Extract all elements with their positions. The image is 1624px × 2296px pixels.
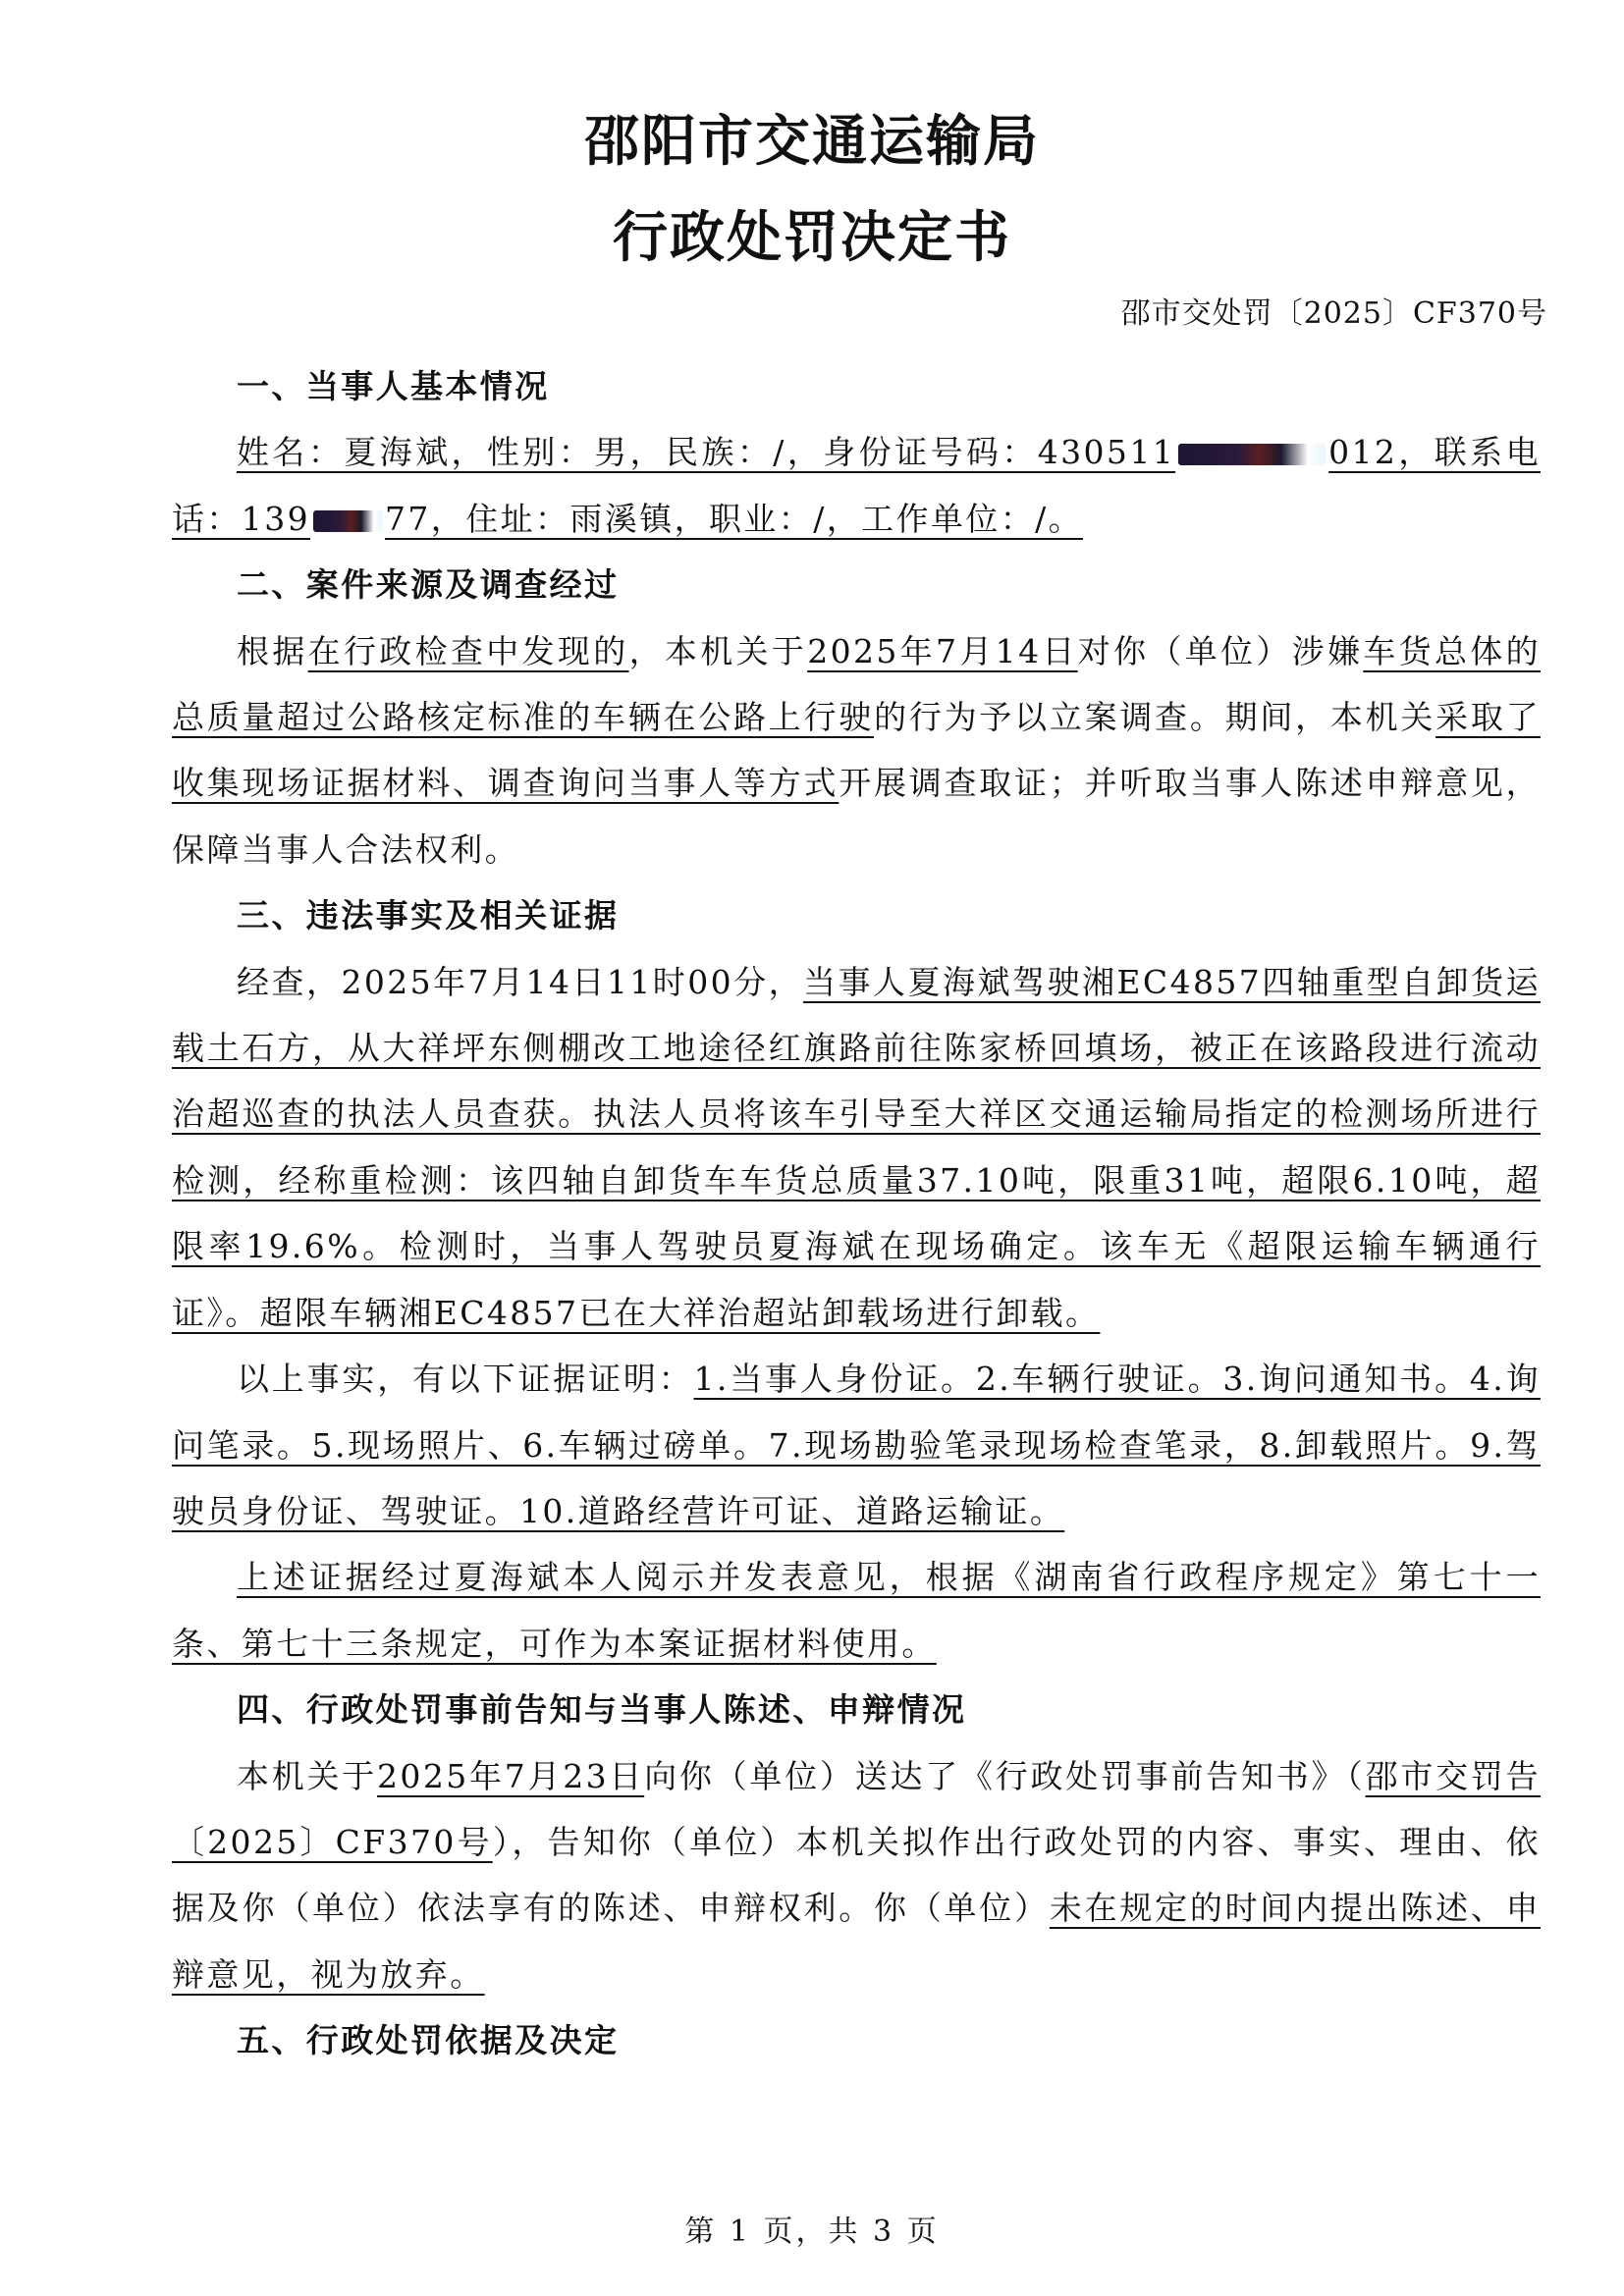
document-number: 邵市交处罚〔2025〕CF370号 bbox=[1120, 296, 1547, 331]
notice-text-2: 向你（单位）送达了《行政处罚事前告知书》（ bbox=[644, 1756, 1366, 1795]
facts-description: 当事人夏海斌驾驶湘EC4857四轴重型自卸货运载土石方，从大祥坪东侧棚改工地途径红旗路前往陈家桥回填场，被正在该路段进行流动治超巡查的执法人员查获。执法人员将该车引导至大祥区交通运输局指定的检测场所进行检测，经称重检测：该四轴自卸货车车货总质量37.10吨，限重31吨，超限6.10吨，超限率19.6%。检测时，当事人驾驶员夏海斌在现场确定。该车无《超限运输车辆通行证》。超限车辆湘EC4857已在大祥治超站卸载场进行卸载。 bbox=[172, 962, 1541, 1332]
document-title-issuer: 邵阳市交通运输局 bbox=[584, 109, 1040, 174]
evidence-list: 1.当事人身份证。2.车辆行驶证。3.询问通知书。4.询问笔录。5.现场照片、6.车辆过磅单。7.现场勘验笔录现场检查笔录，8.卸载照片。9.驾驶员身份证、驾驶证。10.道路经营许可证、道路运输证。 bbox=[172, 1360, 1541, 1530]
page-number: 第 1 页，共 3 页 bbox=[684, 2215, 940, 2249]
evidence-intro: 以上事实，有以下证据证明： bbox=[237, 1360, 694, 1399]
case-filing-date: 2025年7月14日 bbox=[807, 631, 1078, 670]
id-number-redaction bbox=[1178, 444, 1326, 465]
section-heading-facts-evidence: 三、违法事实及相关证据 bbox=[237, 896, 620, 935]
facts-time: 经查，2025年7月14日11时00分， bbox=[237, 962, 804, 1001]
document-body bbox=[172, 353, 1541, 2074]
notice-doc-number: 邵市交罚告〔2025〕CF370号 bbox=[172, 1756, 1541, 1861]
evidence-validation-text: 上述证据经过夏海斌本人阅示并发表意见，根据《湖南省行政程序规定》第七十一条、第七十三条规定，可作为本案证据材料使用。 bbox=[172, 1558, 1541, 1663]
party-name-id-prefix: 姓名：夏海斌，性别：男，民族：/，身份证号码：430511 bbox=[237, 433, 1176, 472]
case-source-text-2: ，本机关于 bbox=[628, 631, 808, 670]
notice-text-1: 本机关于 bbox=[237, 1756, 378, 1795]
phone-suffix-address: 77，住址：雨溪镇，职业：/，工作单位：/。 bbox=[385, 499, 1084, 538]
case-source-text-5: 开展调查取证；并听取当事人陈述申辩意见，保障当事人合法权利。 bbox=[172, 764, 1541, 869]
section-heading-prior-notice: 四、行政处罚事前告知与当事人陈述、申辩情况 bbox=[237, 1690, 967, 1730]
document-title: 行政处罚决定书 bbox=[613, 205, 1011, 270]
section-heading-penalty-basis: 五、行政处罚依据及决定 bbox=[237, 2021, 620, 2060]
alleged-violation: 车货总体的总质量超过公路核定标准的车辆在公路上行驶 bbox=[172, 631, 1542, 737]
case-source-paragraph bbox=[172, 618, 1541, 883]
phone-number-redaction bbox=[313, 510, 382, 532]
evidence-validation-paragraph bbox=[172, 1544, 1541, 1677]
evidence-paragraph bbox=[172, 1346, 1541, 1544]
notice-text-3: ），告知你（单位）本机关拟作出行政处罚的内容、事实、理由、依据及你（单位）依法享有的陈述、申辩权利。你（单位） bbox=[172, 1822, 1542, 1928]
facts-paragraph bbox=[172, 949, 1541, 1346]
case-source-text-1: 根据 bbox=[237, 631, 308, 670]
case-source-text-4: 的行为予以立案调查。期间，本机关 bbox=[874, 698, 1436, 737]
case-source-text-3: 对你（单位）涉嫌 bbox=[1077, 631, 1364, 670]
prior-notice-paragraph bbox=[172, 1743, 1541, 2008]
statement-waived: 未在规定的时间内提出陈述、申辩意见，视为放弃。 bbox=[172, 1889, 1541, 1994]
case-source-origin: 在行政检查中发现的 bbox=[307, 631, 629, 670]
party-info-text bbox=[172, 433, 1541, 537]
notice-date: 2025年7月23日 bbox=[377, 1756, 645, 1795]
investigation-methods: 采取了收集现场证据材料、调查询问当事人等方式 bbox=[172, 698, 1542, 803]
party-info-paragraph bbox=[172, 419, 1541, 552]
id-suffix-phone-prefix: 012，联系电话：139 bbox=[172, 433, 1541, 538]
section-heading-party-info: 一、当事人基本情况 bbox=[237, 367, 550, 405]
section-heading-case-source: 二、案件来源及调查经过 bbox=[237, 565, 620, 605]
